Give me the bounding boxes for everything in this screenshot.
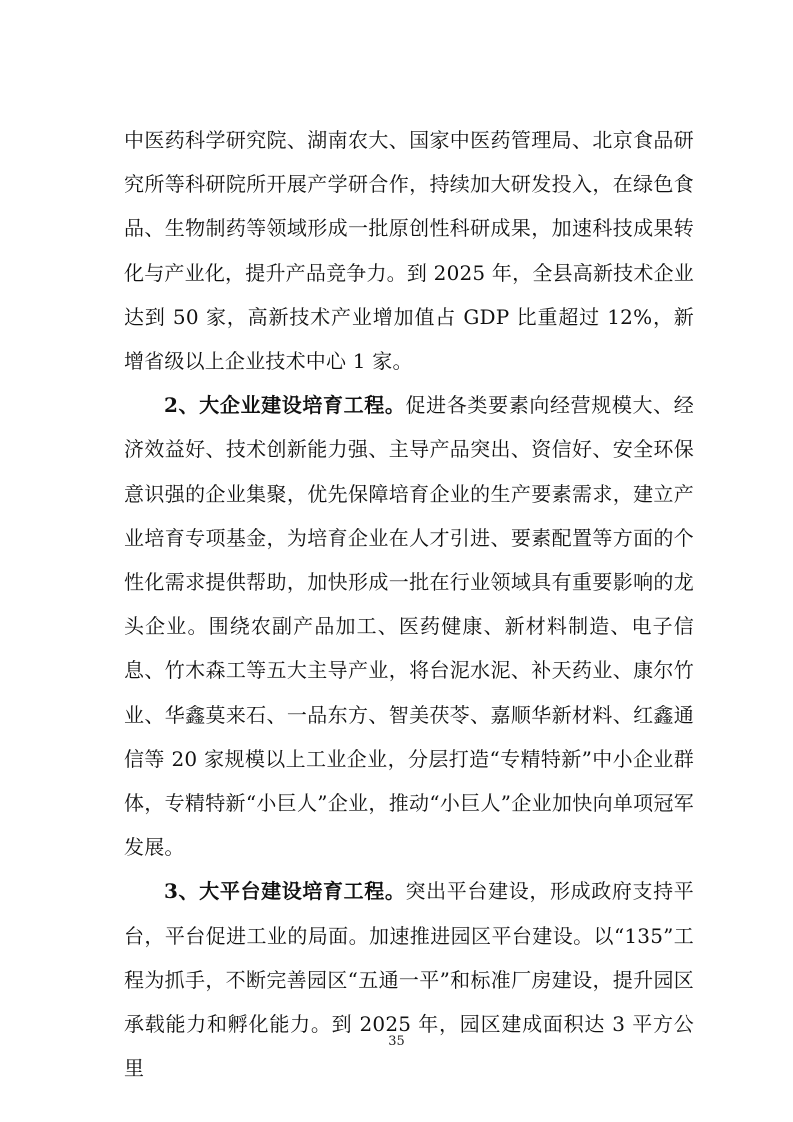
paragraph-large-enterprise bbox=[124, 383, 694, 869]
paragraph-text: 中医药科学研究院、湖南农大、国家中医药管理局、北京食品研究所等科研院所开展产学研合作，持续加大研发投入，在绿色食品、生物制药等领域形成一批原创性科研成果，加速科技成果转化与产业化，提升产品竞争力。到 2025 年，全县高新技术企业达到 50 家，高新技术产业增加值占 GDP 比重超过 12%，新增省级以上企业技术中心 1 家。 bbox=[124, 128, 694, 374]
paragraph-heading: 2、大企业建设培育工程。 bbox=[164, 393, 406, 418]
paragraph-text: 突出平台建设，形成政府支持平台，平台促进工业的局面。加速推进园区平台建设。以“135”工程为抓手，不断完善园区“五通一平”和标准厂房建设，提升园区承载能力和孵化能力。到 2025 年，园区建成面积达 3 平方公里 bbox=[124, 879, 694, 1081]
body-text bbox=[124, 118, 694, 1090]
page-number: 35 bbox=[388, 1034, 405, 1049]
paragraph-text: 促进各类要素向经营规模大、经济效益好、技术创新能力强、主导产品突出、资信好、安全环保意识强的企业集聚，优先保障培育企业的生产要素需求，建立产业培育专项基金，为培育企业在人才引进、要素配置等方面的个性化需求提供帮助，加快形成一批在行业领域具有重要影响的龙头企业。围绕农副产品加工、医药健康、新材料制造、电子信息、竹木森工等五大主导产业，将台泥水泥、补天药业、康尔竹业、华鑫莫来石、一品东方、智美茯苓、嘉顺华新材料、红鑫通信等 20 家规模以上工业企业，分层打造“专精特新”中小企业群体，专精特新“小巨人”企业，推动“小巨人”企业加快向单项冠军发展。 bbox=[124, 393, 694, 860]
paragraph-large-platform bbox=[124, 869, 694, 1090]
paragraph-heading: 3、大平台建设培育工程。 bbox=[164, 879, 406, 904]
paragraph-continuation bbox=[124, 118, 694, 383]
